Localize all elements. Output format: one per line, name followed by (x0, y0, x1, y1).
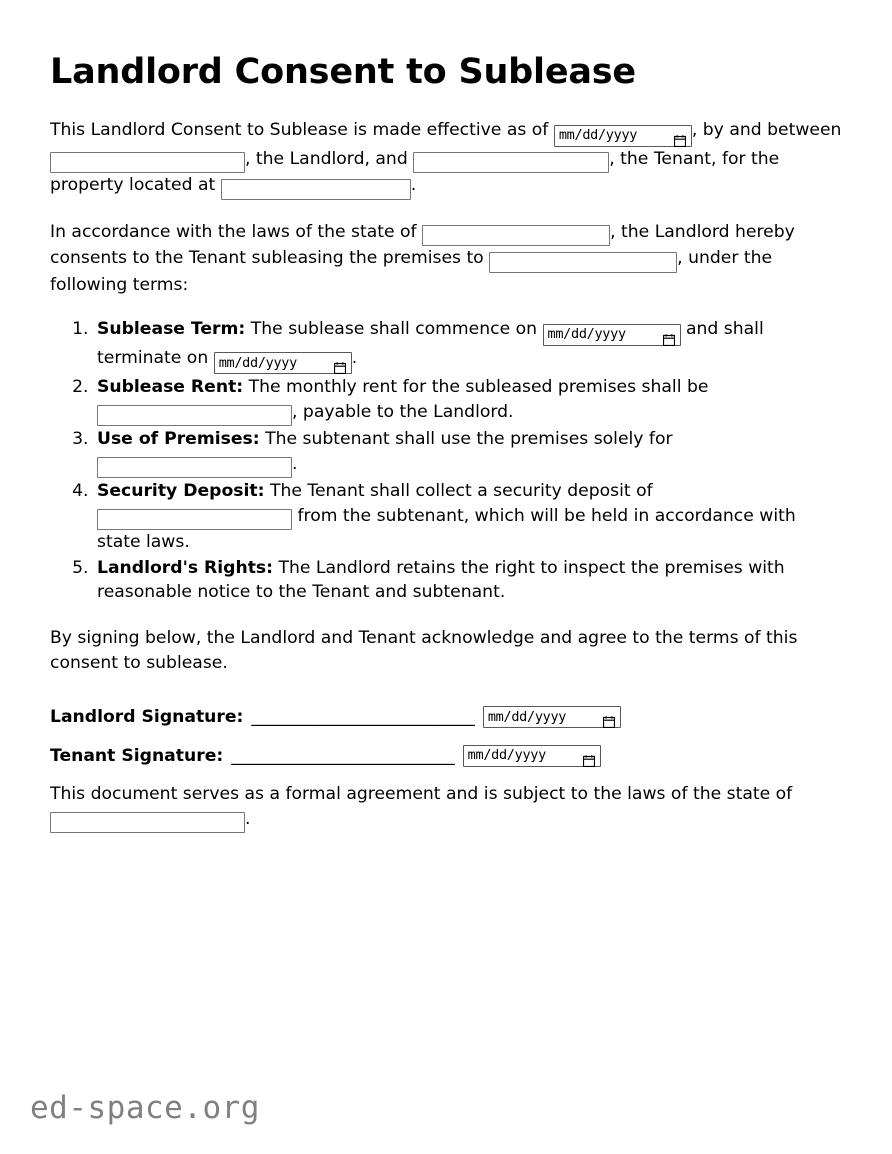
term-item-sublease-rent (94, 375, 842, 426)
tenant-signature-line[interactable]: __________________________ (231, 745, 455, 766)
intro-paragraph (50, 118, 842, 200)
intro-text-2: , by and between (691, 120, 842, 141)
term-item-landlords-rights (94, 556, 842, 605)
calendar-icon (334, 357, 346, 369)
effective-date-input[interactable] (554, 125, 692, 147)
footer-watermark: ed-space.org (30, 1090, 260, 1126)
term-item-sublease-term (94, 317, 842, 374)
calendar-icon (583, 750, 595, 762)
calendar-icon (674, 130, 686, 142)
term-text-1: The sublease shall commence on (250, 319, 538, 340)
accordance-text-2: , the Landlord hereby consents to the Tenant subleasing the premises to (50, 221, 795, 269)
closing-state-input[interactable] (50, 812, 245, 833)
term-text-1: The Landlord retains the right to inspect the premises with reasonable notice to the Tenant and subtenant. (97, 557, 785, 603)
tenant-signature-date-input[interactable] (463, 745, 601, 767)
landlord-signature-label: Landlord Signature: (50, 707, 244, 728)
calendar-icon (663, 329, 675, 341)
effective-date-placeholder: mm/dd/yyyy (558, 127, 638, 144)
page-title: Landlord Consent to Sublease (50, 52, 636, 92)
tenant-name-input[interactable] (413, 152, 609, 173)
term-text-3: . (351, 347, 358, 368)
term-text-2: and shall terminate on (97, 319, 764, 368)
term-label: Security Deposit: (97, 481, 265, 502)
signature-spacer (50, 695, 842, 705)
property-address-input[interactable] (221, 179, 411, 200)
intro-text-3: , the Landlord, and (245, 148, 408, 169)
intro-text-5: . (410, 175, 417, 196)
term-item-use-of-premises (94, 427, 842, 478)
intro-text-1: This Landlord Consent to Sublease is made effective as of (50, 120, 549, 141)
landlord-signature-row (50, 705, 842, 729)
sublease-start-date-placeholder: mm/dd/yyyy (547, 326, 626, 343)
term-label: Landlord's Rights: (97, 557, 274, 578)
sublease-start-date-input[interactable] (543, 324, 681, 346)
intro-text-4: , the Tenant, for the property located at (50, 148, 780, 196)
monthly-rent-input[interactable] (97, 405, 292, 426)
term-text-2: from the subtenant, which will be held in accordance with state laws. (97, 505, 796, 553)
security-deposit-input[interactable] (97, 509, 292, 530)
closing-text-2: . (245, 808, 251, 829)
landlord-name-input[interactable] (50, 152, 245, 173)
tenant-signature-date-placeholder: mm/dd/yyyy (467, 747, 546, 764)
subtenant-name-input[interactable] (489, 252, 677, 273)
term-text-2: , payable to the Landlord. (292, 401, 514, 422)
permitted-use-input[interactable] (97, 457, 292, 478)
accordance-paragraph (50, 220, 842, 297)
landlord-signature-date-placeholder: mm/dd/yyyy (487, 708, 567, 725)
term-label: Use of Premises: (97, 429, 260, 450)
term-label: Sublease Term: (97, 319, 246, 340)
calendar-icon (603, 711, 615, 723)
term-text-1: The monthly rent for the subleased premises shall be (248, 377, 709, 398)
tenant-signature-row (50, 744, 842, 768)
term-label: Sublease Rent: (97, 377, 244, 398)
term-text-1: The subtenant shall use the premises solely for (265, 429, 673, 450)
landlord-signature-line[interactable]: __________________________ (251, 707, 475, 728)
term-item-security-deposit (94, 479, 842, 554)
landlord-signature-date-input[interactable] (483, 706, 621, 728)
governing-state-input[interactable] (422, 225, 610, 246)
accordance-text-3: , under the following terms: (50, 248, 773, 295)
sublease-end-date-placeholder: mm/dd/yyyy (218, 354, 297, 371)
closing-paragraph (50, 782, 842, 833)
terms-list (50, 317, 842, 604)
tenant-signature-label: Tenant Signature: (50, 745, 224, 766)
term-text-1: The Tenant shall collect a security deposit of (269, 481, 653, 502)
accordance-text-1: In accordance with the laws of the state of (50, 221, 417, 242)
sublease-end-date-input[interactable] (214, 352, 352, 374)
acknowledgement-paragraph: By signing below, the Landlord and Tenant acknowledge and agree to the terms of this consent to sublease. (50, 628, 798, 673)
closing-text-1: This document serves as a formal agreement and is subject to the laws of the state of (50, 784, 793, 805)
term-text-2: . (292, 453, 298, 474)
